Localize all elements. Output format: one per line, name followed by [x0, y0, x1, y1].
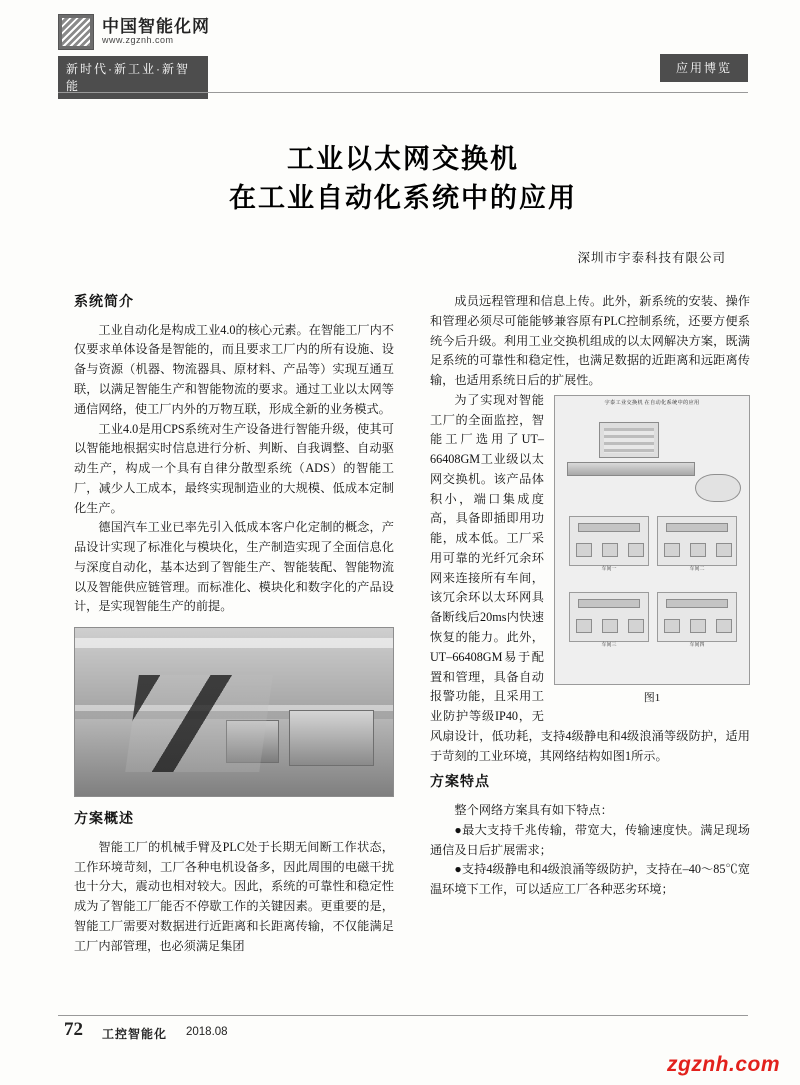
magazine-name: 工控智能化 [102, 1027, 168, 1041]
paragraph: 工业4.0是用CPS系统对生产设备进行智能升级，使其可以智能地根据实时信息进行分析、判断、自我调整、自动驱动生产，构成一个具有自律分散型系统（ADS）的智能工厂，减少人工成本，最终实现制造业的大规模、低成本定制化生产。 [74, 421, 394, 515]
network-diagram [554, 395, 750, 685]
masthead [58, 14, 748, 93]
page-number: 72 [64, 1019, 83, 1040]
logo-website: www.zgznh.com [102, 35, 174, 46]
device-node-icon [576, 619, 592, 633]
logo-chinese-name: 中国智能化网 [102, 17, 210, 37]
device-node-icon [690, 619, 706, 633]
device-node-icon [690, 543, 706, 557]
paragraph: 智能工厂的机械手臂及PLC处于长期无间断工作状态，工作环境苛刻，工厂各种电机设备多，因此周围的电磁干扰也十分大，震动也相对较大。因此，系统的可靠性和稳定性成为了智能工厂能否不停歇工作的关键因素。更重要的是，智能工厂需要对数据进行近距离和长距离传输，不仅能满足工厂内部管理，也必须满足集团 [74, 839, 394, 953]
page-footer [58, 1015, 748, 1049]
paragraph: 成员远程管理和信息上传。此外，新系统的安装、操作和管理必须尽可能能够兼容原有PLC控制系统，还要方便系统今后升级。利用工业交换机组成的以太网解决方案，既满足系统的可靠性和稳定性，也满足数据的近距离和远距离传输，也适用系统日后的扩展性。 [430, 294, 750, 388]
workshop-group [657, 516, 737, 572]
factory-photo [74, 627, 394, 797]
workshop-label: 车间一 [601, 566, 617, 572]
page-title-line2: 在工业自动化系统中的应用 [229, 183, 577, 214]
server-rack-icon [599, 422, 659, 458]
header-divider [58, 92, 748, 93]
paragraph: 整个网络方案具有如下特点： [454, 803, 613, 818]
device-node-icon [664, 543, 680, 557]
device-node-icon [628, 543, 644, 557]
feature-bullet: ●最大支持千兆传输，带宽大，传输速度快。满足现场通信及日后扩展需求； [430, 822, 750, 857]
paragraph: 德国汽车工业已率先引入低成本客户化定制的概念，产品设计实现了标准化与模块化，生产制造实现了全面信息化与深度自动化，基本达到了智能生产、智能装配、智能物流以及智能供应链管理。而标准化、模块化和数字化的产品设计，是实现智能生产的前提。 [74, 520, 394, 614]
masthead-slogan: 新时代·新工业·新智能 [58, 56, 208, 99]
heading-solution-features: 方案特点 [430, 775, 490, 791]
device-node-icon [602, 619, 618, 633]
switch-icon [578, 599, 640, 608]
left-column [74, 292, 394, 956]
publication-logo [58, 14, 748, 50]
switch-icon [666, 523, 728, 532]
cloud-icon [695, 474, 741, 502]
grid-globe-icon [58, 14, 94, 50]
switch-icon [578, 523, 640, 532]
figure-caption: 图1 [643, 691, 661, 704]
paragraph: 为了实现对智能工厂的全面监控，智能工厂选用了UT–66408GM工业级以太网交换机。该产品体积小，端口集成度高，具备即插即用功能，成本低。工厂采用可靠的光纤冗余环网来连接所有车间，该冗余环以太环网具备断线后20ms内快速恢复的能力。此外，UT–66408GM易于配置和管理，具备自动报警功能，且采用工业防护等级IP40，无风扇设计，低功耗，支持4级静电和4级浪涌等级防护，适用于苛刻的工业环境，其网络结构如图1所示。 [430, 392, 750, 763]
figure-title: 宇泰工业交换机 在自动化系统中的应用 [604, 399, 700, 406]
device-node-icon [716, 543, 732, 557]
issue-date: 2018.08 [186, 1026, 228, 1038]
switch-icon [666, 599, 728, 608]
footer-divider [58, 1015, 748, 1016]
site-watermark: zgznh.com [667, 1053, 780, 1076]
device-node-icon [628, 619, 644, 633]
backbone-switch-icon [567, 462, 695, 476]
workshop-label: 车间二 [689, 566, 705, 572]
section-tab: 应用博览 [660, 54, 748, 82]
device-node-icon [602, 543, 618, 557]
byline: 深圳市宇泰科技有限公司 [577, 251, 726, 266]
workshop-group [569, 516, 649, 572]
device-node-icon [664, 619, 680, 633]
article-body [58, 292, 750, 1012]
workshop-label: 车间三 [601, 642, 617, 648]
feature-bullet: ●支持4级静电和4级浪涌等级防护，支持在–40～85℃宽温环境下工作，可以适应工厂各种恶劣环境； [430, 862, 750, 897]
paragraph: 工业自动化是构成工业4.0的核心元素。在智能工厂内不仅要求单体设备是智能的，而且要求工厂内的所有设施、设备与资源（机器、物流器具、原材料、产品等）实现互通互联，以满足智能生产和智能物流的要求。通过工业以太网等通信网络，使工厂内外的万物互联，形成全新的业务模式。 [74, 322, 394, 416]
page-title-line1: 工业以太网交换机 [287, 144, 519, 174]
heading-solution-overview: 方案概述 [74, 812, 134, 828]
device-node-icon [716, 619, 732, 633]
workshop-label: 车间四 [689, 642, 705, 648]
title-block [58, 140, 748, 266]
workshop-group [657, 592, 737, 648]
workshop-group [569, 592, 649, 648]
device-node-icon [576, 543, 592, 557]
right-column [430, 292, 750, 900]
figure-block [554, 395, 750, 708]
heading-system-intro: 系统简介 [74, 295, 134, 310]
